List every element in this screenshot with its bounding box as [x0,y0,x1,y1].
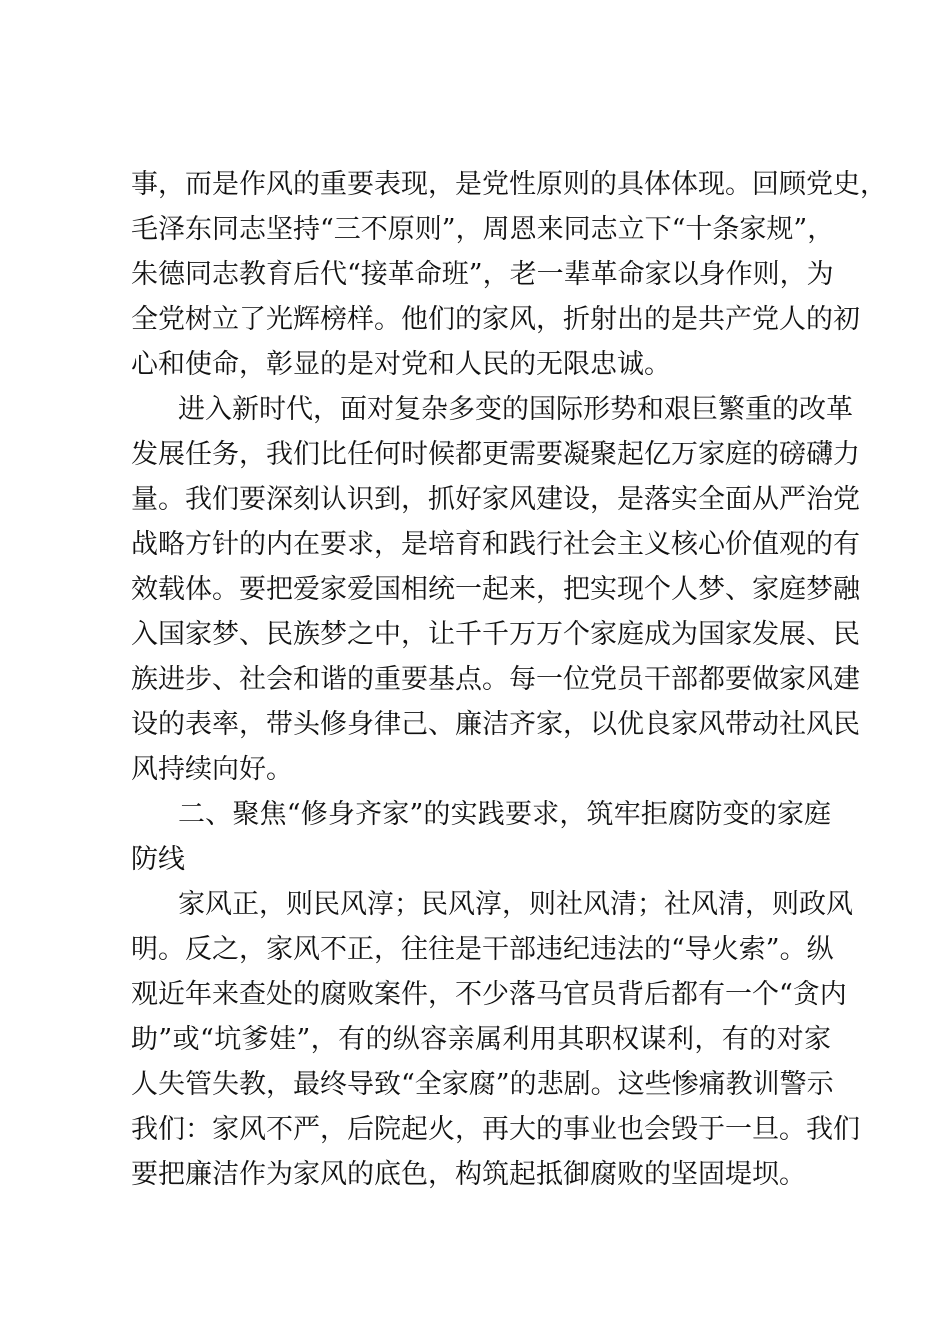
text-line: 全党树立了光辉榜样。他们的家风，折射出的是共产党人的初 [131,304,860,335]
paragraph-first-line: 家风正，则民风淳；民风淳，则社风清；社风清，则政风 [178,889,853,920]
text-line: 战略方针的内在要求，是培育和践行社会主义核心价值观的有 [131,529,860,560]
text-line: 设的表率，带头修身律己、廉洁齐家，以优良家风带动社风民 [131,709,860,740]
text-line: 人失管失教，最终导致“全家腐”的悲剧。这些惨痛教训警示 [131,1069,834,1100]
text-line: 入国家梦、民族梦之中，让千千万万个家庭成为国家发展、民 [131,619,860,650]
text-line: 观近年来查处的腐败案件，不少落马官员背后都有一个“贪内 [131,979,847,1010]
text-line: 族进步、社会和谐的重要基点。每一位党员干部都要做家风建 [131,664,860,695]
text-line: 毛泽东同志坚持“三不原则”，周恩来同志立下“十条家规”， [131,214,835,245]
text-line: 要把廉洁作为家风的底色，构筑起抵御腐败的坚固堤坝。 [131,1159,806,1190]
text-line: 朱德同志教育后代“接革命班”，老一辈革命家以身作则，为 [131,259,834,290]
text-line: 我们：家风不严，后院起火，再大的事业也会毁于一旦。我们 [131,1114,860,1145]
text-line: 量。我们要深刻认识到，抓好家风建设，是落实全面从严治党 [131,484,860,515]
section-heading: 二、聚焦“修身齐家”的实践要求，筑牢拒腐防变的家庭 [178,799,831,830]
text-line: 风持续向好。 [131,754,293,785]
text-line: 助”或“坑爹娃”，有的纵容亲属利用其职权谋利，有的对家 [131,1024,831,1055]
text-line: 心和使命，彰显的是对党和人民的无限忠诚。 [131,349,671,380]
paragraph-first-line: 进入新时代，面对复杂多变的国际形势和艰巨繁重的改革 [178,394,853,425]
section-heading-continuation: 防线 [131,844,185,875]
text-line: 明。反之，家风不正，往往是干部违纪违法的“导火索”。纵 [131,934,834,965]
text-line: 发展任务，我们比任何时候都更需要凝聚起亿万家庭的磅礴力 [131,439,860,470]
text-line: 事，而是作风的重要表现，是党性原则的具体体现。回顾党史， [131,169,887,200]
text-line: 效载体。要把爱家爱国相统一起来，把实现个人梦、家庭梦融 [131,574,860,605]
